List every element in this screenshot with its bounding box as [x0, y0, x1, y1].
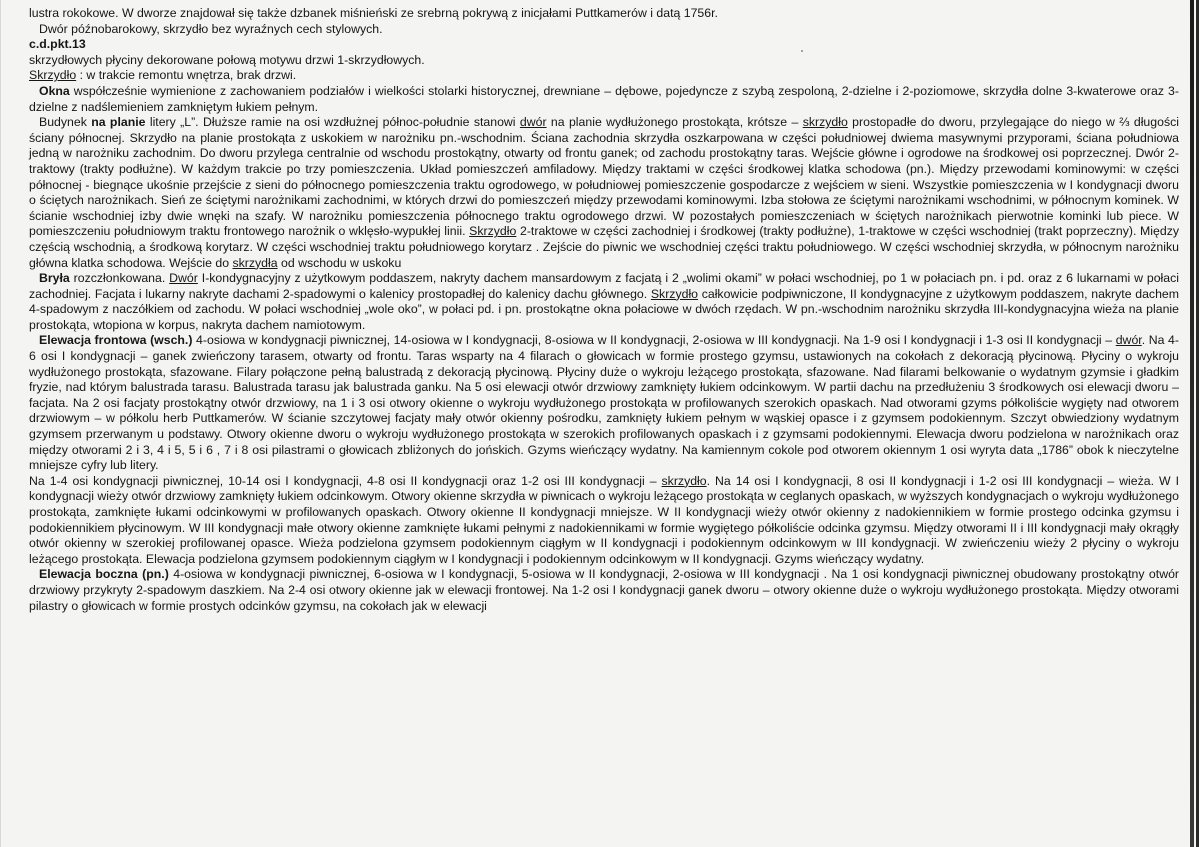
label-elewacja-frontowa: Elewacja frontowa (wsch.) — [39, 333, 193, 348]
paragraph-skrzydlo-doors — [29, 68, 1179, 84]
term-dwor: dwór — [519, 115, 547, 130]
text-run: 4-osiowa w kondygnacji piwnicznej, 14-osiowa w I kondygnacji, 8-osiowa w II kondygnacji, 2-osiowa w III kondygnacji. Na 1-9 osi I kondygnacji i 1-3 osi II kondygnacji – — [192, 333, 1116, 348]
term-dwor: Dwór — [169, 271, 198, 286]
text-run: . Na 4-6 osi I kondygnacji – ganek zwieńczony tarasem, otwarty od frontu. Taras wsparty na 4 filarach o głowicach w formie prostego gzymsu, ustawionych na cokołach z dekoracją płycinową. Płyciny o wykroju wydłużonego prostokąta, sfazowane. Filary połączone pełną balustradą z dekoracją płycinową. Płyciny duże o wykroju leżącego prostokąta, sfazowane. Nad filarami belkowanie o wydatnym gzymsie i gładkim fryzie, nad którym balustrada tarasu. Balustrada tarasu jak balustrada ganku. Na 5 osi elewacji otwór drzwiowy zamknięty łukiem odcinkowym. W partii dachu na przedłużeniu 3 środkowych osi elewacji dworu – facjata. Na 2 osi facjaty prostokątny otwór drzwiowy, na 1 i 3 osi otwory okienne o wykroju wydłużonego prostokąta w profilowanych szerokich opaskach. Nad otworami gzyms półkoliście wygięty nad otworem drzwiowym – w półkolu herb Puttkamerów. W ścianie szczytowej facjaty mały otwór okienny pośrodku, zamknięty łukiem pełnym w wąskiej opasce i z gzymsem podokiennym. Szczyt obwiedziony wydatnym gzymsem przerwanym u podstawy. Otwory okienne dworu o wykroju wydłużonego prostokąta w szerokich profilowanych opaskach i z gzymsami podokiennymi. Elewacja dworu podzielona w narożnikach oraz między otworami 2 i 3, 4 i 5, 5 i 6 , 7 i 8 osi pilastrami o głowicach zbliżonych do jońskich. Gzyms wieńczący wydatny. Na kamiennym cokole pod otworem okiennym 1 osi wyryta data „1786” obok k nieczytelne mniejsze cyfry lub litery. — [29, 333, 1179, 473]
section-heading: c.d.pkt.13 — [29, 37, 86, 52]
term-skrzydlo: Skrzydło — [650, 286, 699, 301]
text-run: I-kondygnacyjny z użytkowym poddaszem, nakryty dachem mansardowym z facjatą i 2 „wolimi okami” w połaci wschodniej, po 1 w połaciach pn. i pd. oraz z 6 lukarnami w połaci zachodniej. Facjata i lukarny nakryte dachami 2-spadowymi o kalenicy prostopadłej do kalenicy dachu głównego. — [29, 271, 1179, 301]
paragraph-lustra: lustra rokokowe. W dworze znajdował się także dzbanek miśnieński ze srebrną pokrywą z inicjałami Puttkamerów i datą 1756r. — [29, 6, 718, 20]
paragraph-plan — [29, 115, 1179, 271]
label-bryla: Bryła — [39, 271, 70, 286]
document-body — [29, 6, 1179, 614]
text-run: : w trakcie remontu wnętrza, brak drzwi. — [76, 68, 297, 83]
text-run: . Na 14 osi I kondygnacji, 8 osi II kondygnacji i 1-2 osi III kondygnacji – wieża. W I kondygnacji wieży otwór drzwiowy zamknięty łukiem odcinkowym. Otwory okienne skrzydła w piwnicach o wykroju leżącego prostokąta w ceglanych opaskach, w wyższych kondygnacjach o wykroju wydłużonego prostokąta, zamknięte łukami odcinkowymi w profilowanych opaskach. Otwory okienne II kondygnacji mniejsze. W II kondygnacji wieży otwór okienny z nadokiennikiem w formie prostego odcinka gzymsu i podokiennikiem płycinowym. W III kondygnacji małe otwory okienne zamknięte łukami pełnymi z nadokiennikami w formie wygiętego półkoliście odcinka gzymsu. Między otworami II i III kondygnacji mały okrągły otwór okienny w szerokiej profilowanej opasce. Wieża podzielona gzymsem podokiennym ciągłym w II kondygnacji i podokiennym odcinkowym w III kondygnacji. W zwieńczeniu wieży 2 płyciny o wykroju leżącego prostokąta. Elewacja podzielona gzymsem podokiennym ciągłym w I kondygnacji i podokiennym odcinkowym w II kondygnacji. Gzyms wieńczący wydatny. — [29, 473, 1180, 566]
text-run: od wschodu w uskoku — [277, 255, 402, 270]
text-run: całkowicie podpiwniczone, II kondygnacyjne z użytkowym poddaszem, nakryte dachem 4-spadowym z naczółkiem od zachodu. W połaci wschodniej „wole oko”, w połaci pd. i pn. prostokątne okna połaciowe w dwóch rzędach. W pn.-wschodnim narożniku skrzydła III-kondygnacyjna wieża na planie prostokąta, wtopiona w korpus, nakryta dachem namiotowym. — [29, 286, 1179, 332]
term-skrzydlo: skrzydło — [661, 473, 707, 488]
page-edge-shadow — [1190, 0, 1194, 847]
label-na-planie: na planie — [91, 115, 146, 130]
text-run: 4-osiowa w kondygnacji piwnicznej, 6-osiowa w I kondygnacji, 5-osiowa w II kondygnacji, 2-osiowa w III kondygnacji . Na 1 osi kondygnacji piwnicznej obudowany prostokątny otwór drzwiowy przykryty 2-spadowym daszkiem. Na 2-4 osi otwory okienne jak w elewacji frontowej. Na 1-2 osi I kondygnacji ganek dworu – otwory okienne duże o wykroju wydłużonego prostokąta. Między otworami pilastry o głowicach w formie prostych odcinków gzymsu, na cokołach jak w elewacji — [29, 567, 1180, 613]
text-run: na planie wydłużonego prostokąta, krótsze – — [546, 115, 803, 130]
text-run: Budynek — [39, 115, 92, 130]
paragraph-bryla — [29, 271, 1179, 333]
paragraph-skrzydlo-osie — [29, 474, 1179, 568]
label-okna: Okna — [39, 83, 70, 98]
text-run: rozczłonkowana. — [69, 271, 170, 286]
term-dwor: dwór — [1115, 333, 1142, 348]
text-run: współcześnie wymienione z zachowaniem podziałów i wielkości stolarki historycznej, drewniane – dębowe, pojedyncze z szybą zespoloną, 2-dzielne i 2-poziomowe, skrzydła dolne 3-kwaterowe oraz 3-dzielne z nadślemieniem zamkniętym łukiem pełnym. — [29, 83, 1179, 114]
text-run: litery „L”. Dłuższe ramie na osi wzdłużnej północ-południe stanowi — [145, 115, 520, 130]
paragraph-elewacja-frontowa — [29, 333, 1179, 473]
label-elewacja-boczna: Elewacja boczna (pn.) — [39, 567, 169, 582]
term-skrzydla: skrzydła — [232, 255, 278, 270]
paragraph-okna — [29, 84, 1179, 115]
paragraph-skrzydlowych: skrzydłowych płyciny dekorowane połową motywu drzwi 1-skrzydłowych. — [29, 52, 425, 67]
term-skrzydlo: Skrzydło — [469, 224, 517, 239]
paragraph-dwor-style: Dwór późnobarokowy, skrzydło bez wyraźnych cech stylowych. — [39, 21, 383, 36]
term-skrzydlo: Skrzydło — [29, 68, 77, 83]
text-run: prostopadłe do dworu, przylegające do niego w ⅔ długości ściany północnej. Skrzydło na planie prostokąta z uskokiem w narożniku pn.-wschodnim. Ściana zachodnia skrzydła oszkarpowana w części południowej dwiema masywnymi przyporami, ściana południowa jedną w narożniku zachodnim. Do dworu przylega centralnie od wschodu prostokątny, otwarty od frontu ganek; od zachodu prostokątny taras. Wejście główne i ogrodowe na środkowej osi poprzecznej. Dwór 2-traktowy (trakty podłużne). W każdym trakcie po trzy pomieszczenia. Układ pomieszczeń amfiladowy. Między traktami w części środkowej klatka schodowa (pn.). Między przewodami kominowymi: w części północnej - biegnące ukośnie przejście z sieni do północnego pomieszczenia traktu ogrodowego, w południowej pomieszczenie gospodarcze z wejściem w sieni. Wszystkie pomieszczenia w I kondygnacji dworu o ściętych narożnikach. Sień ze ściętymi narożnikami zachodnimi, w których drzwi do pomieszczeń między przewodami kominowymi. Izba stołowa ze ściętymi narożnikami wschodnimi, w północnym kominek. W ścianie wschodniej izby dwie wnęki na szafy. W narożniku pomieszczenia północnego traktu ogrodowego drzwi. W pozostałych pomieszczeniach w ściętych narożnikach pierwotnie kominki lub piece. W pomieszczeniu południowym traktu frontowego narożnik o wklęsło-wypukłej linii. — [29, 115, 1179, 239]
term-skrzydlo: skrzydło — [802, 115, 848, 130]
text-run: Na 1-4 osi kondygnacji piwnicznej, 10-14 osi I kondygnacji, 4-8 osi II kondygnacji oraz 1-2 osi III kondygnacji – — [29, 473, 662, 488]
text-run: 2-traktowe w części zachodniej i środkowej (trakty podłużne), 1-traktowe w części wschodniej (trakt poprzeczny). Między częścią wschodnią, a środkową korytarz. W części wschodniej traktu południowego korytarz . Zejście do piwnic we wschodniej części traktu południowego. W części wschodniej skrzydła, w północnym narożniku główna klatka schodowa. Wejście do — [29, 224, 1179, 270]
paragraph-elewacja-boczna — [29, 567, 1179, 614]
